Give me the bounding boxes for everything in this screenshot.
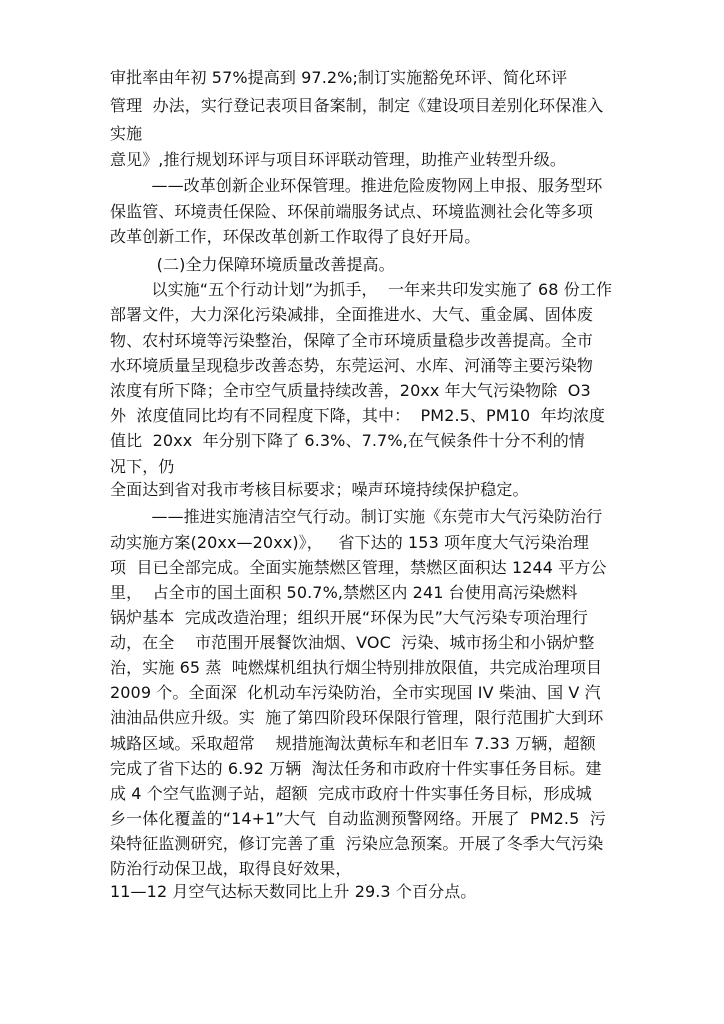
text-line: ——改革创新企业环保管理。推进危险废物网上申报、服务型环 <box>110 176 603 195</box>
text-line: 值比 20xx 年分别下降了 6.3%、7.7%,在气候条件十分不利的情 <box>110 431 585 450</box>
text-line: 动，在全 市范围开展餐饮油烟、VOC 污染、城市扬尘和小锅炉整 <box>110 633 595 652</box>
text-line: 动实施方案(20xx—20xx)》， 省下达的 153 项年度大气污染治理 <box>110 533 589 552</box>
text-line: 物、农村环境等污染整治，保障了全市环境质量稳步改善提高。全市 <box>110 331 594 350</box>
text-line: 染特征监测研究，修订完善了重 污染应急预案。开展了冬季大气污染 <box>110 834 604 853</box>
text-line: 乡一体化覆盖的“14+1”大气 自动监测预警网络。开展了 PM2.5 污 <box>110 809 606 828</box>
text-line: 意见》,推行规划环评与项目环评联动管理，助推产业转型升级。 <box>110 150 566 169</box>
text-line: 城路区域。采取超常 规措施淘汰黄标车和老旧车 7.33 万辆，超额 <box>110 734 596 753</box>
text-line: 11—12 月空气达标天数同比上升 29.3 个百分点。 <box>110 882 477 901</box>
section-heading: (二)全力保障环境质量改善提高。 <box>110 255 395 274</box>
text-line: 水环境质量呈现稳步改善态势，东莞运河、水库、河涌等主要污染物 <box>110 356 594 375</box>
text-line: 成 4 个空气监测子站，超额 完成市政府十件实事任务目标，形成城 <box>110 784 592 803</box>
text-line: 锅炉基本 完成改造治理；组织开展“环保为民”大气污染专项治理行 <box>110 608 588 627</box>
text-line: 保监管、环境责任保险、环保前端服务试点、环境监测社会化等多项 <box>110 202 594 221</box>
text-line: 浓度有所下降；全市空气质量持续改善，20xx 年大气污染物除 O3 <box>110 381 591 400</box>
text-line: 治，实施 65 蒸 吨燃煤机组执行烟尘特别排放限值，共完成治理项目 <box>110 658 603 677</box>
text-line: 防治行动保卫战，取得良好效果， <box>110 859 352 878</box>
text-line: 况下，仍 <box>110 457 175 476</box>
text-line: ——推进实施清洁空气行动。制订实施《东莞市大气污染防治行 <box>110 507 603 526</box>
text-line: 管理 办法，实行登记表项目备案制，制定《建设项目差别化环保准入 <box>110 96 604 115</box>
text-line: 里， 占全市的国土面积 50.7%,禁燃区内 241 台使用高污染燃料 <box>110 583 578 602</box>
text-line: 项 目已全部完成。全面实施禁燃区管理，禁燃区面积达 1244 平方公 <box>110 558 607 577</box>
text-line: 2009 个。全面深 化机动车污染防治，全市实现国 IV 柴油、国 V 汽 <box>110 683 601 702</box>
text-line: 改革创新工作，环保改革创新工作取得了良好开局。 <box>110 227 481 246</box>
text-line: 外 浓度值同比均有不同程度下降，其中： PM2.5、PM10 年均浓度 <box>110 406 606 425</box>
text-line: 审批率由年初 57%提高到 97.2%;制订实施豁免环评、简化环评 <box>110 68 568 87</box>
text-line: 完成了省下达的 6.92 万辆 淘汰任务和市政府十件实事任务目标。建 <box>110 759 602 778</box>
text-line: 实施 <box>110 124 143 143</box>
text-line: 全面达到省对我市考核目标要求；噪声环境持续保护稳定。 <box>110 480 529 499</box>
text-line: 以实施“五个行动计划”为抓手， 一年来共印发实施了 68 份工作 <box>110 280 613 299</box>
text-line: 部署文件，大力深化污染减排，全面推进水、大气、重金属、固体废 <box>110 305 594 324</box>
text-line: 油油品供应升级。实 施了第四阶段环保限行管理，限行范围扩大到环 <box>110 708 604 727</box>
